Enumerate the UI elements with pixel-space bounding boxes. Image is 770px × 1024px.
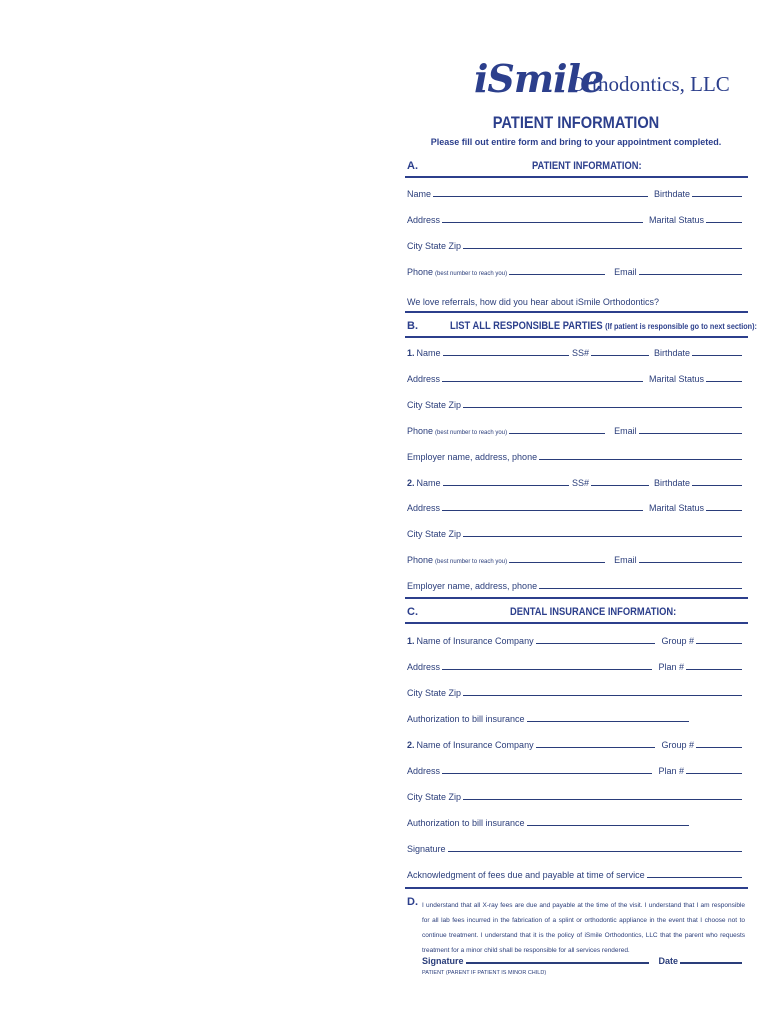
- section-a-letter: A.: [407, 160, 418, 172]
- section-b-title-note: (If patient is responsible go to next section):: [605, 321, 757, 331]
- signature-field[interactable]: [448, 841, 742, 852]
- city-state-zip-label: City State Zip: [407, 529, 462, 539]
- address-label: Address: [407, 766, 441, 776]
- section-b-top-rule: [405, 311, 748, 313]
- section-b-letter: B.: [407, 320, 418, 332]
- insurance1-plan-field[interactable]: [686, 659, 742, 670]
- party1-ss-field[interactable]: [591, 345, 649, 356]
- phone-hint: (best number to reach you): [435, 271, 508, 277]
- signature-footnote: PATIENT (PARENT IF PATIENT IS MINOR CHILD): [422, 970, 547, 976]
- date-field[interactable]: [680, 952, 742, 964]
- patient-address-row: [407, 211, 745, 225]
- logo-script-text: iSmile: [474, 56, 604, 101]
- insurance2-address-field[interactable]: [442, 763, 652, 774]
- phone-label: Phone: [407, 267, 434, 277]
- party1-marital-status-field[interactable]: [706, 371, 742, 382]
- patient-email-field[interactable]: [639, 264, 742, 275]
- insurance-company-label: Name of Insurance Company: [416, 636, 534, 646]
- page-title: PATIENT INFORMATION: [492, 113, 660, 132]
- party2-ss-field[interactable]: [591, 475, 649, 486]
- referral-row: [407, 293, 745, 307]
- city-state-zip-label: City State Zip: [407, 241, 462, 251]
- marital-status-label: Marital Status: [648, 374, 704, 384]
- section-d-rule: [405, 887, 748, 889]
- party2-birthdate-field[interactable]: [692, 475, 742, 486]
- party1-address-row: [407, 370, 745, 384]
- ss-label: SS#: [571, 348, 589, 358]
- section-d-letter: D.: [407, 896, 418, 908]
- group-label: Group #: [661, 636, 694, 646]
- group-label: Group #: [661, 740, 694, 750]
- insurance1-company-field[interactable]: [536, 633, 656, 644]
- logo-company-name: Orthodontics, LLC: [570, 72, 730, 96]
- birthdate-label: Birthdate: [653, 348, 690, 358]
- insurance1-group-field[interactable]: [696, 633, 742, 644]
- address-label: Address: [407, 374, 441, 384]
- party1-city-row: [407, 396, 745, 410]
- party2-phone-field[interactable]: [509, 552, 605, 563]
- section-a-title: PATIENT INFORMATION:: [532, 160, 642, 172]
- party2-employer-row: [407, 577, 745, 591]
- name-label: Name: [407, 189, 432, 199]
- party2-city-state-zip-field[interactable]: [463, 526, 742, 537]
- signature-row: [407, 840, 745, 854]
- city-state-zip-label: City State Zip: [407, 792, 462, 802]
- party1-birthdate-field[interactable]: [692, 345, 742, 356]
- plan-label: Plan #: [658, 766, 684, 776]
- phone-label: Phone: [407, 555, 434, 565]
- date-label: Date: [658, 956, 678, 966]
- party1-city-state-zip-field[interactable]: [463, 397, 742, 408]
- party2-number: 2.: [407, 478, 415, 488]
- page-subtitle: Please fill out entire form and bring to your appointment completed.: [430, 137, 722, 147]
- patient-city-state-zip-field[interactable]: [463, 238, 742, 249]
- final-signature-label: Signature: [422, 956, 464, 966]
- insurance1-number: 1.: [407, 636, 415, 646]
- insurance2-plan-field[interactable]: [686, 763, 742, 774]
- party2-email-field[interactable]: [639, 552, 742, 563]
- party2-city-row: [407, 525, 745, 539]
- email-label: Email: [614, 267, 637, 277]
- insurance1-authorization-field[interactable]: [527, 711, 689, 722]
- employer-label: Employer name, address, phone: [407, 452, 538, 462]
- phone-hint: (best number to reach you): [435, 430, 508, 436]
- final-signature-field[interactable]: [466, 952, 650, 964]
- insurance2-company-row: [407, 736, 745, 750]
- patient-name-row: [407, 185, 745, 199]
- patient-phone-row: [407, 263, 745, 277]
- party1-phone-field[interactable]: [509, 423, 605, 434]
- insurance1-address-row: [407, 658, 745, 672]
- insurance2-group-field[interactable]: [696, 737, 742, 748]
- section-c-letter: C.: [407, 606, 418, 618]
- insurance2-city-row: [407, 788, 745, 802]
- email-label: Email: [614, 555, 637, 565]
- section-c-top-rule: [405, 597, 748, 599]
- party2-address-field[interactable]: [442, 500, 643, 511]
- insurance2-address-row: [407, 762, 745, 776]
- party1-number: 1.: [407, 348, 415, 358]
- marital-status-label: Marital Status: [648, 215, 704, 225]
- party1-email-field[interactable]: [639, 423, 742, 434]
- phone-hint: (best number to reach you): [435, 559, 508, 565]
- name-label: Name: [416, 348, 441, 358]
- insurance1-auth-row: [407, 710, 745, 724]
- address-label: Address: [407, 503, 441, 513]
- patient-city-row: [407, 237, 745, 251]
- employer-label: Employer name, address, phone: [407, 581, 538, 591]
- section-b-title-text: LIST ALL RESPONSIBLE PARTIES: [450, 320, 603, 332]
- authorization-label: Authorization to bill insurance: [407, 714, 525, 724]
- section-b-rule: [405, 336, 748, 338]
- acknowledgment-field[interactable]: [647, 867, 742, 878]
- party2-phone-row: [407, 551, 745, 565]
- marital-status-label: Marital Status: [648, 503, 704, 513]
- insurance2-authorization-field[interactable]: [527, 815, 689, 826]
- party1-name-row: [407, 344, 745, 358]
- patient-phone-field[interactable]: [509, 264, 605, 275]
- company-logo: [474, 56, 754, 104]
- section-c-rule: [405, 622, 748, 624]
- acknowledgment-row: [407, 866, 745, 880]
- party1-phone-row: [407, 422, 745, 436]
- party1-address-field[interactable]: [442, 371, 643, 382]
- insurance2-city-state-zip-field[interactable]: [463, 789, 742, 800]
- referral-question: We love referrals, how did you hear about iSmile Orthodontics?: [407, 297, 659, 307]
- authorization-label: Authorization to bill insurance: [407, 818, 525, 828]
- patient-name-field[interactable]: [433, 186, 648, 197]
- patient-birthdate-field[interactable]: [692, 186, 742, 197]
- birthdate-label: Birthdate: [653, 478, 690, 488]
- address-label: Address: [407, 662, 441, 672]
- party1-employer-row: [407, 448, 745, 462]
- patient-marital-status-field[interactable]: [706, 212, 742, 223]
- policy-paragraph: I understand that all X-ray fees are due and payable at the time of the visit. I understand that I am responsible for all lab fees incurred in the fabrication of a splint or orthodontic appliance in the event that I choose not to continue treatment. I understand that it is the policy of iSmile Orthodontics, LLC that the parent who requests treatment for a minor child shall be responsible for all services rendered.: [422, 902, 745, 954]
- ss-label: SS#: [571, 478, 589, 488]
- party1-employer-field[interactable]: [539, 449, 742, 460]
- insurance1-address-field[interactable]: [442, 659, 652, 670]
- name-label: Name: [416, 478, 441, 488]
- party2-employer-field[interactable]: [539, 578, 742, 589]
- party1-name-field[interactable]: [443, 345, 569, 356]
- insurance2-auth-row: [407, 814, 745, 828]
- insurance-company-label: Name of Insurance Company: [416, 740, 534, 750]
- insurance1-company-row: [407, 632, 745, 646]
- party2-marital-status-field[interactable]: [706, 500, 742, 511]
- insurance1-city-state-zip-field[interactable]: [463, 685, 742, 696]
- section-b-title: [450, 320, 757, 332]
- email-label: Email: [614, 426, 637, 436]
- party2-name-field[interactable]: [443, 475, 569, 486]
- section-a-rule: [405, 176, 748, 178]
- city-state-zip-label: City State Zip: [407, 400, 462, 410]
- city-state-zip-label: City State Zip: [407, 688, 462, 698]
- address-label: Address: [407, 215, 441, 225]
- final-signature-row: [422, 952, 745, 966]
- birthdate-label: Birthdate: [653, 189, 690, 199]
- patient-address-field[interactable]: [442, 212, 643, 223]
- phone-label: Phone: [407, 426, 434, 436]
- signature-label: Signature: [407, 844, 446, 854]
- insurance1-city-row: [407, 684, 745, 698]
- plan-label: Plan #: [658, 662, 684, 672]
- party2-name-row: [407, 474, 745, 488]
- party2-address-row: [407, 499, 745, 513]
- insurance2-number: 2.: [407, 740, 415, 750]
- section-c-title: DENTAL INSURANCE INFORMATION:: [510, 606, 677, 618]
- acknowledgment-label: Acknowledgment of fees due and payable at time of service: [407, 870, 645, 880]
- insurance2-company-field[interactable]: [536, 737, 656, 748]
